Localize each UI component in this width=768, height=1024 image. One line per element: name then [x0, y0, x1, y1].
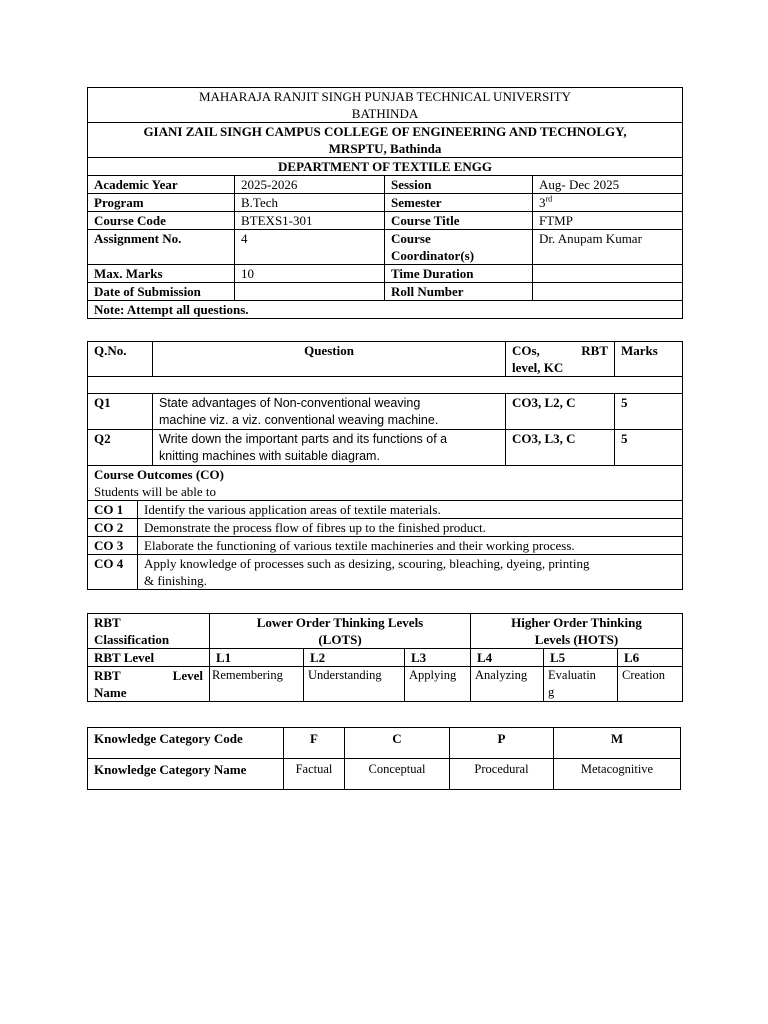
department-name: DEPARTMENT OF TEXTILE ENGG — [88, 158, 683, 176]
spacer-row — [88, 377, 683, 394]
rbt-table — [87, 613, 683, 702]
course-outcomes-title: Course Outcomes (CO) Students will be able to — [88, 466, 683, 501]
rbt-level-name: Creation — [618, 667, 683, 702]
max-marks-value: 10 — [235, 265, 385, 283]
rbt-level: L6 — [618, 649, 683, 667]
coordinator-value: Dr. Anupam Kumar — [533, 230, 683, 265]
co-text: Identify the various application areas of textile materials. — [138, 501, 683, 519]
campus-name: GIANI ZAIL SINGH CAMPUS COLLEGE OF ENGINEERING AND TECHNOLGY, MRSPTU, Bathinda — [88, 123, 683, 158]
rbt-level: L3 — [405, 649, 471, 667]
university-name: MAHARAJA RANJIT SINGH PUNJAB TECHNICAL UNIVERSITY BATHINDA — [88, 88, 683, 123]
question-header: Question — [153, 342, 506, 377]
marks-header: Marks — [615, 342, 683, 377]
co-code: CO 4 — [88, 555, 138, 590]
roll-number-value — [533, 283, 683, 301]
rbt-level: L5 — [544, 649, 618, 667]
rbt-level: L1 — [210, 649, 304, 667]
knowledge-name-label: Knowledge Category Name — [88, 759, 284, 790]
rbt-level: L4 — [471, 649, 544, 667]
submission-value — [235, 283, 385, 301]
knowledge-code: M — [554, 728, 681, 759]
question-text: State advantages of Non-conventional weaving machine viz. a viz. conventional weaving machine. — [153, 394, 506, 430]
lots-header: Lower Order Thinking Levels (LOTS) — [210, 614, 471, 649]
rbt-level-name: Applying — [405, 667, 471, 702]
semester-label: Semester — [385, 194, 533, 212]
course-title-value: FTMP — [533, 212, 683, 230]
question-marks: 5 — [615, 430, 683, 466]
note: Note: Attempt all questions. — [88, 301, 683, 319]
program-value: B.Tech — [235, 194, 385, 212]
academic-year-value: 2025-2026 — [235, 176, 385, 194]
rbt-level-name: Evaluatin g — [544, 667, 618, 702]
hots-header: Higher Order Thinking Levels (HOTS) — [471, 614, 683, 649]
question-marks: 5 — [615, 394, 683, 430]
co-code: CO 2 — [88, 519, 138, 537]
session-label: Session — [385, 176, 533, 194]
rbt-level-name: Remembering — [210, 667, 304, 702]
rbt-level-label: RBT Level — [88, 649, 210, 667]
co-code: CO 3 — [88, 537, 138, 555]
course-code-value: BTEXS1-301 — [235, 212, 385, 230]
rbt-level: L2 — [304, 649, 405, 667]
header-info-table — [87, 87, 683, 319]
rbt-level-name: Understanding — [304, 667, 405, 702]
semester-value: 3rd — [533, 194, 683, 212]
course-code-label: Course Code — [88, 212, 235, 230]
coordinator-label: Course Coordinator(s) — [385, 230, 533, 265]
question-number: Q1 — [88, 394, 153, 430]
rbt-classification-label: RBT Classification — [88, 614, 210, 649]
knowledge-code-label: Knowledge Category Code — [88, 728, 284, 759]
rbt-level-name: Analyzing — [471, 667, 544, 702]
question-cos: CO3, L3, C — [506, 430, 615, 466]
knowledge-name: Factual — [284, 759, 345, 790]
knowledge-name: Metacognitive — [554, 759, 681, 790]
co-code: CO 1 — [88, 501, 138, 519]
max-marks-label: Max. Marks — [88, 265, 235, 283]
knowledge-code: P — [450, 728, 554, 759]
question-text: Write down the important parts and its functions of a knitting machines with suitable diagram. — [153, 430, 506, 466]
submission-label: Date of Submission — [88, 283, 235, 301]
program-label: Program — [88, 194, 235, 212]
co-text: Demonstrate the process flow of fibres up to the finished product. — [138, 519, 683, 537]
question-cos: CO3, L2, C — [506, 394, 615, 430]
session-value: Aug- Dec 2025 — [533, 176, 683, 194]
course-title-label: Course Title — [385, 212, 533, 230]
roll-number-label: Roll Number — [385, 283, 533, 301]
co-text: Elaborate the functioning of various textile machineries and their working process. — [138, 537, 683, 555]
co-text: Apply knowledge of processes such as desizing, scouring, bleaching, dyeing, printing & finishing. — [138, 555, 683, 590]
knowledge-category-table — [87, 727, 681, 790]
questions-table — [87, 341, 683, 590]
assignment-label: Assignment No. — [88, 230, 235, 265]
time-duration-value — [533, 265, 683, 283]
knowledge-code: F — [284, 728, 345, 759]
knowledge-name: Procedural — [450, 759, 554, 790]
question-number: Q2 — [88, 430, 153, 466]
cos-header: COs, RBT level, KC — [506, 342, 615, 377]
knowledge-name: Conceptual — [345, 759, 450, 790]
rbt-level-name-label: RBT Level Name — [88, 667, 210, 702]
knowledge-code: C — [345, 728, 450, 759]
qno-header: Q.No. — [88, 342, 153, 377]
academic-year-label: Academic Year — [88, 176, 235, 194]
assignment-value: 4 — [235, 230, 385, 265]
time-duration-label: Time Duration — [385, 265, 533, 283]
